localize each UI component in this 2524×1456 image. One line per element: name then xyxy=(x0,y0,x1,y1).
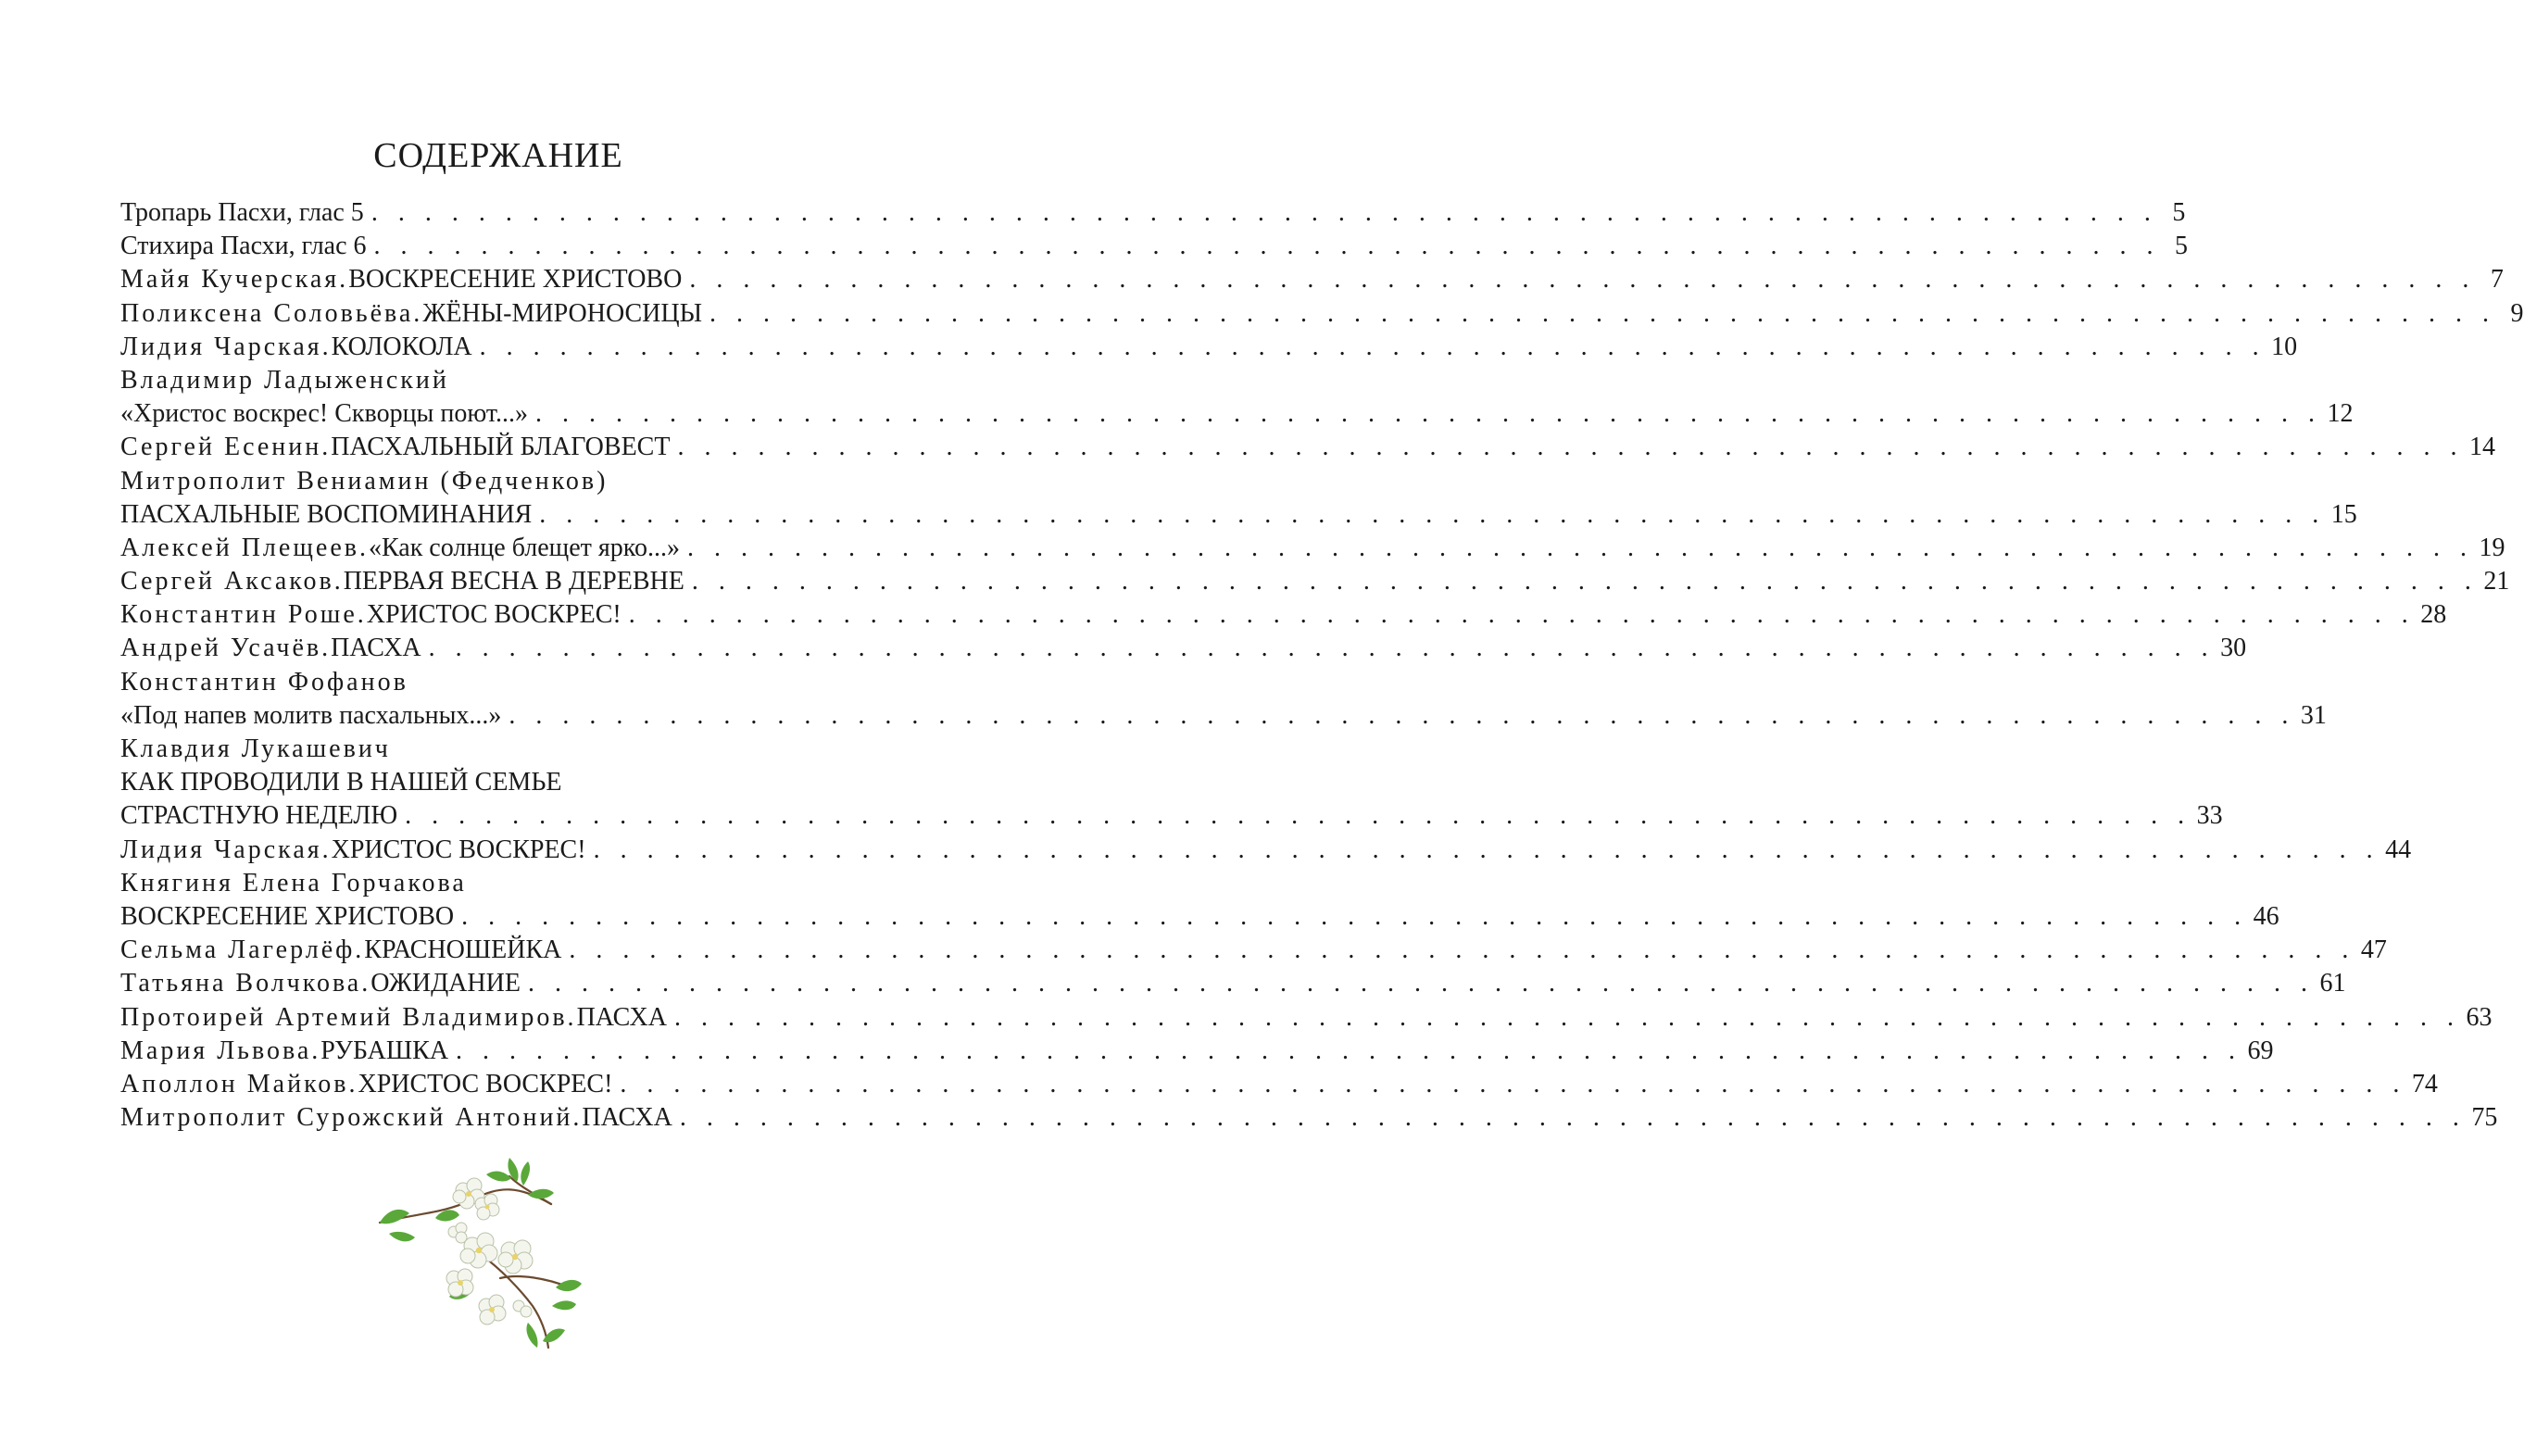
toc-title: Тропарь Пасхи, глас 5 xyxy=(120,198,364,227)
toc-title: Стихира Пасхи, глас 6 xyxy=(120,232,367,261)
toc-title: «Как солнце блещет ярко...» xyxy=(368,533,680,562)
toc-title: «Христос воскрес! Скворцы поют...» xyxy=(120,399,529,429)
dot-leader: . . . . . . . . . . . . . . . . . . . . . . . . . . . . . . . . . . . . . . . . . . . . . . . . . . . . . . . . . . . . . . . . . . . xyxy=(689,265,2476,295)
dot-leader: . . . . . . . . . . . . . . . . . . . . . . . . . . . . . . . . . . . . . . . . . . . . . . . . . . . . . . . . . . . . . . . . . . . xyxy=(428,634,2216,663)
toc-entry-line xyxy=(120,632,2247,665)
dot-leader: . . . . . . . . . . . . . . . . . . . . . . . . . . . . . . . . . . . . . . . . . . . . . . . . . . . . . . . . . . . . . . . . . . . xyxy=(691,567,2479,596)
toc-title: ПАСХА xyxy=(331,634,421,663)
dot-leader: . . . . . . . . . . . . . . . . . . . . . . . . . . . . . . . . . . . . . . . . . . . . . . . . . . . . . . . . . . . . . . . . . . . xyxy=(677,433,2464,462)
toc-page-number: 46 xyxy=(2253,901,2279,931)
toc-author: Княгиня Елена Горчакова xyxy=(120,868,467,897)
toc-entry-line xyxy=(120,565,2510,598)
page-title: СОДЕРЖАНИЕ xyxy=(373,136,623,175)
toc-entry-line xyxy=(120,196,2186,230)
toc-title: ПАСХАЛЬНЫЙ БЛАГОВЕСТ xyxy=(331,433,671,462)
toc-page-number: 5 xyxy=(2172,198,2186,227)
toc-entry-line xyxy=(120,766,873,799)
toc-author: Митрополит Сурожский Антоний. xyxy=(120,1103,583,1133)
toc-entry-line xyxy=(120,364,873,397)
toc-page-number: 15 xyxy=(2330,499,2357,529)
toc-author: Андрей Усачёв. xyxy=(120,634,332,663)
toc-author: Татьяна Волчкова. xyxy=(120,969,371,998)
toc-page-number: 14 xyxy=(2468,433,2495,462)
toc-title: ВОСКРЕСЕНИЕ ХРИСТОВО xyxy=(120,901,455,931)
toc-entry-line xyxy=(120,598,2447,632)
toc-author: Протоирей Артемий Владимиров. xyxy=(120,1002,577,1032)
toc-author: Лидия Чарская. xyxy=(120,332,332,361)
toc-page-number: 21 xyxy=(2483,567,2510,596)
toc-entry-line xyxy=(120,230,2189,263)
toc-page-number: 63 xyxy=(2466,1002,2493,1032)
toc-title: КОЛОКОЛА xyxy=(331,332,472,361)
toc-entry-line xyxy=(120,498,2357,532)
toc-author: Митрополит Вениамин (Федченков) xyxy=(120,466,609,496)
toc-title: ПАСХА xyxy=(576,1002,668,1032)
toc-title: ХРИСТОС ВОСКРЕС! xyxy=(366,600,622,630)
dot-leader: . . . . . . . . . . . . . . . . . . . . . . . . . . . . . . . . . . . . . . . . . . . . . . . . . . . . . . . . . . . . . . . . . . . xyxy=(535,399,2322,429)
toc-author: Майя Кучерская. xyxy=(120,265,349,295)
dot-leader: . . . . . . . . . . . . . . . . . . . . . . . . . . . . . . . . . . . . . . . . . . . . . . . . . . . . . . . . . . . . . . . . . . . xyxy=(405,801,2191,831)
toc-entry-line xyxy=(120,263,2504,296)
toc-title: ОЖИДАНИЕ xyxy=(370,969,521,998)
dot-leader: . . . . . . . . . . . . . . . . . . . . . . . . . . . . . . . . . . . . . . . . . . . . . . . . . . . . . . . . . . . . . . . . . . . xyxy=(686,533,2474,562)
dot-leader: . . . . . . . . . . . . . . . . . . . . . . . . . . . . . . . . . . . . . . . . . . . . . . . . . . . . . . . . . . . . . . . . . . . xyxy=(593,835,2380,864)
toc-page-number: 31 xyxy=(2300,700,2327,730)
toc-page-number: 61 xyxy=(2319,969,2346,998)
dot-leader: . . . . . . . . . . . . . . . . . . . . . . . . . . . . . . . . . . . . . . . . . . . . . . . . . . . . . . . . . . . . . . . . . . . xyxy=(628,600,2416,630)
dot-leader: . . . . . . . . . . . . . . . . . . . . . . . . . . . . . . . . . . . . . . . . . . . . . . . . . . . . . . . . . . . . . . . . . . . xyxy=(679,1103,2467,1133)
toc-entry-line xyxy=(120,331,2298,364)
toc-entry-line xyxy=(120,1101,2498,1135)
toc-page-number: 9 xyxy=(2510,298,2524,328)
toc-entry-line xyxy=(120,431,2495,464)
toc-author: Сергей Аксаков. xyxy=(120,567,344,596)
toc-entry-line xyxy=(120,799,2223,833)
toc-author: Сергей Есенин. xyxy=(120,433,332,462)
toc-page-number: 12 xyxy=(2327,399,2354,429)
toc-title: КРАСНОШЕЙКА xyxy=(364,935,562,965)
dot-leader: . . . . . . . . . . . . . . . . . . . . . . . . . . . . . . . . . . . . . . . . . . . . . . . . . . . . . . . . . . . . . . . . . . . xyxy=(539,499,2326,529)
toc-page-number: 75 xyxy=(2471,1103,2498,1133)
dot-leader: . . . . . . . . . . . . . . . . . . . . . . . . . . . . . . . . . . . . . . . . . . . . . . . . . . . . . . . . . . . . . . . . . . . xyxy=(509,700,2295,730)
toc-entry-line xyxy=(120,699,2327,733)
toc-author: Мария Львова. xyxy=(120,1036,321,1065)
dot-leader: . . . . . . . . . . . . . . . . . . . . . . . . . . . . . . . . . . . . . . . . . . . . . . . . . . . . . . . . . . . . . . . . . . . xyxy=(527,969,2315,998)
toc-title: ВОСКРЕСЕНИЕ ХРИСТОВО xyxy=(348,265,683,295)
dot-leader: . . . . . . . . . . . . . . . . . . . . . . . . . . . . . . . . . . . . . . . . . . . . . . . . . . . . . . . . . . . . . . . . . . . xyxy=(569,935,2355,965)
toc-page-number: 19 xyxy=(2479,533,2505,562)
dot-leader: . . . . . . . . . . . . . . . . . . . . . . . . . . . . . . . . . . . . . . . . . . . . . . . . . . . . . . . . . . . . . . . . . . . xyxy=(709,298,2496,328)
toc-title: ПАСХАЛЬНЫЕ ВОСПОМИНАНИЯ xyxy=(120,499,533,529)
toc-page-number: 10 xyxy=(2271,332,2298,361)
toc-title: ПЕРВАЯ ВЕСНА В ДЕРЕВНЕ xyxy=(343,567,684,596)
toc-entry-line xyxy=(120,967,2346,1000)
dot-leader: . . . . . . . . . . . . . . . . . . . . . . . . . . . . . . . . . . . . . . . . . . . . . . . . . . . . . . . . . . . . . . . . . . . xyxy=(370,198,2158,227)
toc-entry-line xyxy=(120,834,2412,867)
toc-title: СТРАСТНУЮ НЕДЕЛЮ xyxy=(120,801,398,831)
toc-entry-line xyxy=(120,297,2524,331)
table-of-contents xyxy=(120,196,2524,1135)
toc-title: «Под напев молитв пасхальных...» xyxy=(120,700,502,730)
toc-author: Алексей Плещеев. xyxy=(120,533,369,562)
dot-leader: . . . . . . . . . . . . . . . . . . . . . . . . . . . . . . . . . . . . . . . . . . . . . . . . . . . . . . . . . . . . . . . . . . . xyxy=(620,1069,2406,1098)
toc-title: ХРИСТОС ВОСКРЕС! xyxy=(358,1069,613,1098)
toc-entry-line xyxy=(120,934,2387,967)
toc-entry-line xyxy=(120,1001,2493,1035)
toc-page-number: 44 xyxy=(2385,835,2412,864)
toc-page-number: 69 xyxy=(2247,1036,2274,1065)
toc-entry-line xyxy=(120,733,873,766)
toc-page-number: 47 xyxy=(2360,935,2387,965)
toc-title: КАК ПРОВОДИЛИ В НАШЕЙ СЕМЬЕ xyxy=(120,768,562,797)
dot-leader: . . . . . . . . . . . . . . . . . . . . . . . . . . . . . . . . . . . . . . . . . . . . . . . . . . . . . . . . . . . . . . . . . . . xyxy=(479,332,2267,361)
toc-entry-line xyxy=(120,666,873,699)
toc-title: ЖЁНЫ-МИРОНОСИЦЫ xyxy=(422,298,703,328)
dot-leader: . . . . . . . . . . . . . . . . . . . . . . . . . . . . . . . . . . . . . . . . . . . . . . . . . . . . . . . . . . . . . . . . . . . xyxy=(456,1036,2242,1065)
toc-entry-line xyxy=(120,1068,2438,1101)
toc-page-number: 28 xyxy=(2420,600,2447,630)
toc-page-number: 74 xyxy=(2411,1069,2438,1098)
toc-author: Поликсена Соловьёва. xyxy=(120,298,423,328)
toc-page-number: 33 xyxy=(2196,801,2223,831)
toc-page-number: 30 xyxy=(2220,634,2247,663)
toc-title: ПАСХА xyxy=(582,1103,672,1133)
toc-author: Клавдия Лукашевич xyxy=(120,734,391,763)
toc-page-number: 5 xyxy=(2175,232,2189,261)
toc-entry-line xyxy=(120,867,873,900)
toc-title: РУБАШКА xyxy=(320,1036,449,1065)
toc-entry-line xyxy=(120,465,873,498)
toc-entry-line xyxy=(120,1035,2274,1068)
toc-author: Владимир Ладыженский xyxy=(120,365,449,395)
toc-author: Константин Фофанов xyxy=(120,667,408,697)
toc-author: Лидия Чарская. xyxy=(120,835,332,864)
toc-entry-line xyxy=(120,397,2354,431)
dot-leader: . . . . . . . . . . . . . . . . . . . . . . . . . . . . . . . . . . . . . . . . . . . . . . . . . . . . . . . . . . . . . . . . . . . xyxy=(461,901,2248,931)
dot-leader: . . . . . . . . . . . . . . . . . . . . . . . . . . . . . . . . . . . . . . . . . . . . . . . . . . . . . . . . . . . . . . . . . . . xyxy=(674,1002,2461,1032)
toc-title: ХРИСТОС ВОСКРЕС! xyxy=(331,835,586,864)
toc-entry-line xyxy=(120,900,2279,934)
toc-entry-line xyxy=(120,532,2505,565)
toc-author: Аполлон Майков. xyxy=(120,1069,358,1098)
toc-author: Сельма Лагерлёф. xyxy=(120,935,365,965)
toc-page-number: 7 xyxy=(2490,265,2504,295)
blossom-branch-icon xyxy=(370,1148,593,1362)
dot-leader: . . . . . . . . . . . . . . . . . . . . . . . . . . . . . . . . . . . . . . . . . . . . . . . . . . . . . . . . . . . . . . . . . . . xyxy=(373,232,2161,261)
toc-author: Константин Роше. xyxy=(120,600,367,630)
